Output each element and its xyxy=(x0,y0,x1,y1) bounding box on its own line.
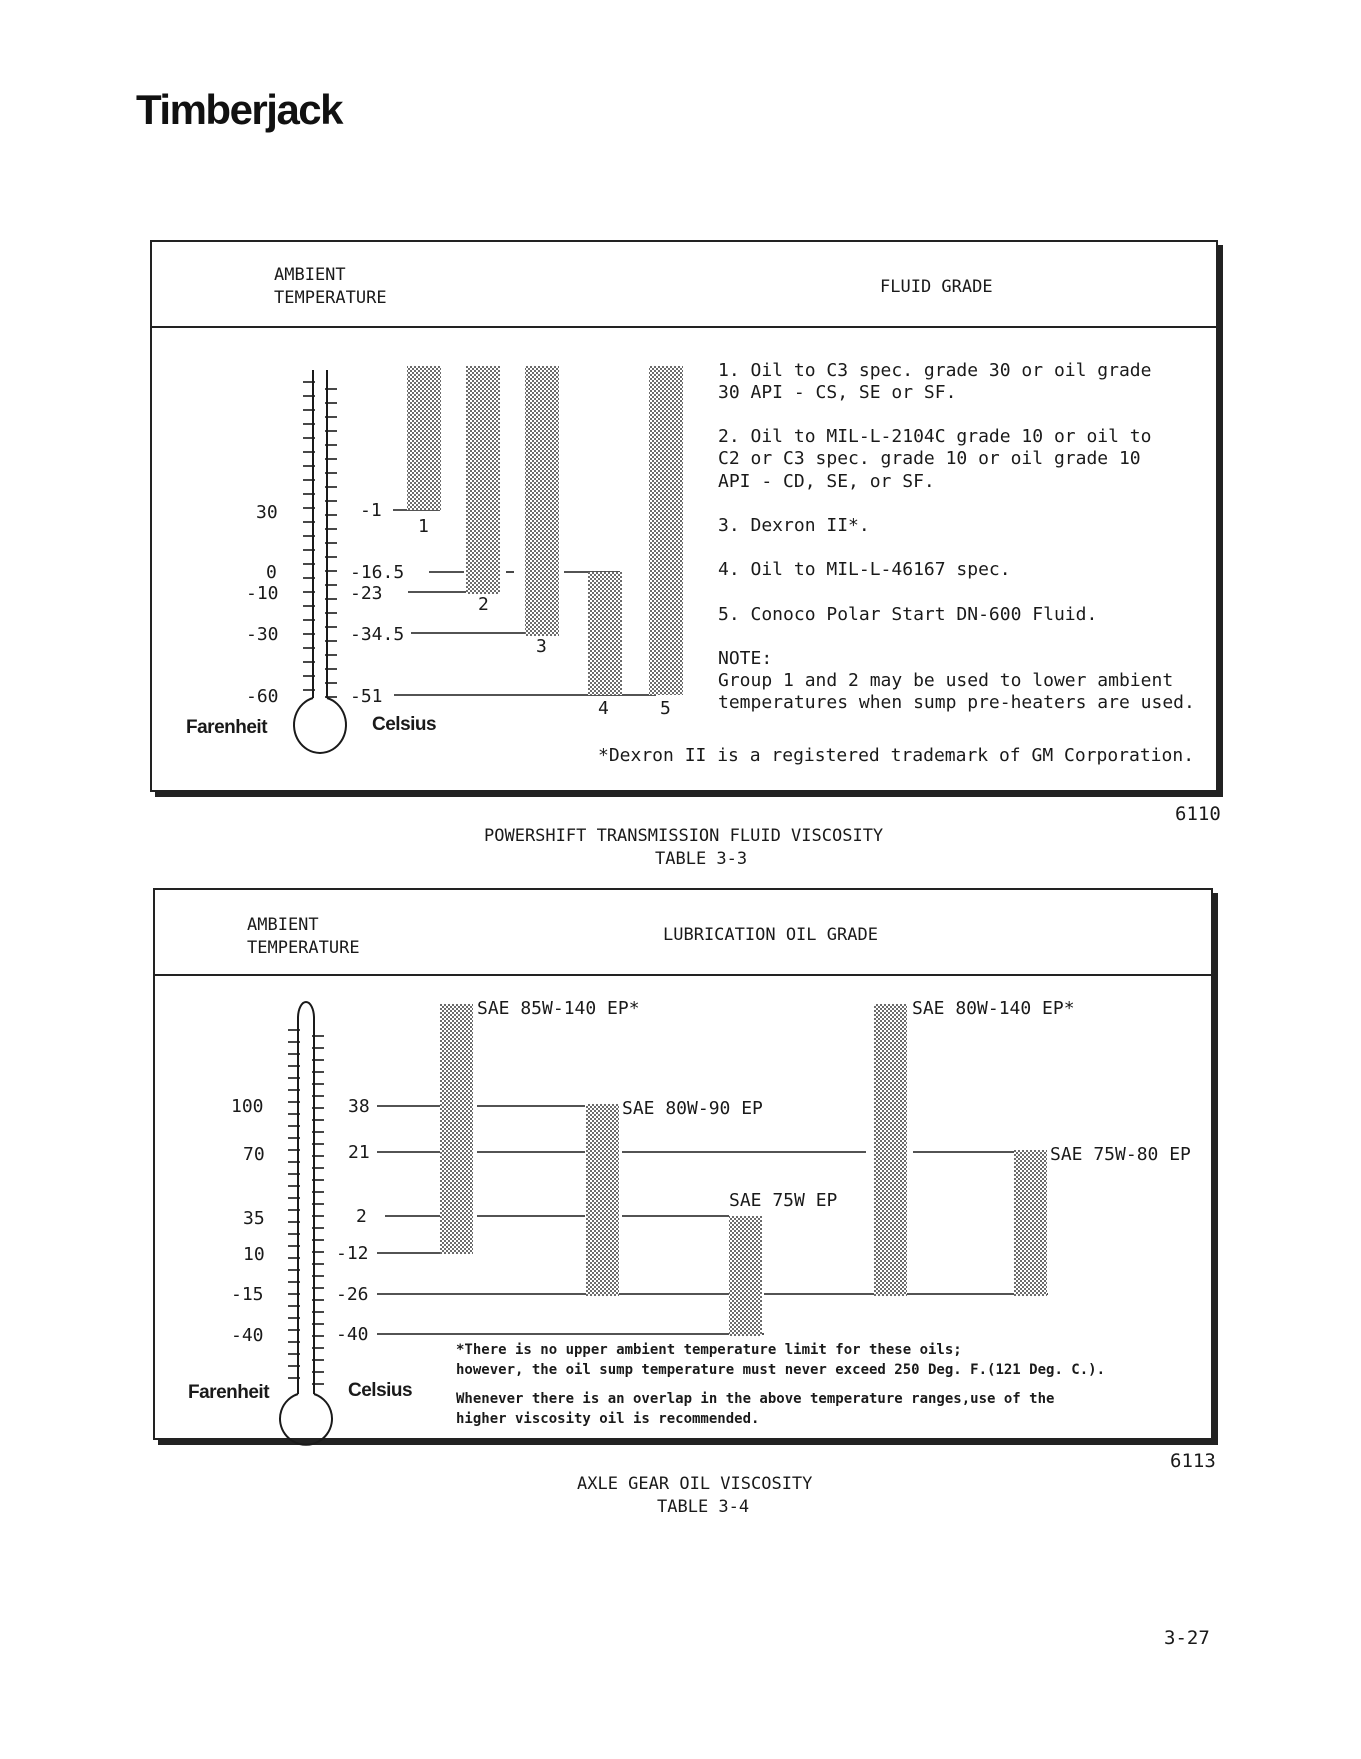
oil-grade-bar-85w-140 xyxy=(440,1004,473,1254)
oil-grade-label-80w-90: SAE 80W-90 EP xyxy=(622,1098,763,1119)
table-3-3-caption-number: TABLE 3-3 xyxy=(655,849,748,869)
bar-number-1: 1 xyxy=(418,516,429,537)
note-line-1: Group 1 and 2 may be used to lower ambient xyxy=(718,670,1174,691)
table-3-3-farenheit-label: Farenheit xyxy=(186,717,268,738)
oil-grade-bar-80w-140 xyxy=(874,1004,907,1296)
fahrenheit-tick-minus-40: -40 xyxy=(231,1325,264,1346)
oil-grade-label-75w-80: SAE 75W-80 EP xyxy=(1050,1144,1191,1165)
celsius-tick-minus-1: -1 xyxy=(360,500,382,521)
celsius-tick-minus-12: -12 xyxy=(336,1243,369,1264)
footnote-line-3: Whenever there is an overlap in the above temperature ranges,use of the xyxy=(456,1391,1055,1407)
celsius-tick-minus-34-5: -34.5 xyxy=(350,624,405,645)
note-line-2: temperatures when sump pre-heaters are used. xyxy=(718,692,1195,713)
table-3-3-caption-title: POWERSHIFT TRANSMISSION FLUID VISCOSITY xyxy=(484,826,884,846)
fahrenheit-tick-10: 10 xyxy=(243,1244,265,1265)
celsius-tick-21: 21 xyxy=(348,1142,370,1163)
fahrenheit-tick-0: 0 xyxy=(266,562,277,583)
grade-line-7: 4. Oil to MIL-L-46167 spec. xyxy=(718,559,1011,580)
fahrenheit-tick-minus-30: -30 xyxy=(246,624,279,645)
figure-number-6113: 6113 xyxy=(1170,1450,1216,1472)
header-fluid-grade: FLUID GRADE xyxy=(880,277,993,297)
celsius-tick-minus-26: -26 xyxy=(336,1284,369,1305)
header-ambient-temperature: AMBIENT TEMPERATURE xyxy=(274,265,387,308)
oil-grade-label-75w: SAE 75W EP xyxy=(729,1190,838,1211)
header-lubrication-oil-grade: LUBRICATION OIL GRADE xyxy=(663,925,878,945)
table-3-4-leader-lines xyxy=(377,1106,1048,1334)
footnote-line-4: higher viscosity oil is recommended. xyxy=(456,1411,760,1427)
table-3-4-celsius-label: Celsius xyxy=(348,1380,413,1401)
bar-number-5: 5 xyxy=(660,698,671,719)
trademark-note: *Dexron II is a registered trademark of GM Corporation. xyxy=(598,745,1195,766)
table-3-4-caption-title: AXLE GEAR OIL VISCOSITY xyxy=(577,1474,813,1494)
celsius-tick-minus-16-5: -16.5 xyxy=(350,562,405,583)
celsius-tick-38: 38 xyxy=(348,1096,370,1117)
fahrenheit-tick-minus-15: -15 xyxy=(231,1284,264,1305)
grade-line-4: C2 or C3 spec. grade 10 or oil grade 10 xyxy=(718,448,1141,469)
footnote-line-2: however, the oil sump temperature must never exceed 250 Deg. F.(121 Deg. C.). xyxy=(456,1362,1106,1378)
figure-number-6110: 6110 xyxy=(1175,803,1221,825)
grade-line-3: 2. Oil to MIL-L-2104C grade 10 or oil to xyxy=(718,426,1152,447)
fahrenheit-tick-minus-10: -10 xyxy=(246,583,279,604)
celsius-tick-2: 2 xyxy=(356,1206,367,1227)
grade-line-5: API - CD, SE, or SF. xyxy=(718,471,935,492)
thermometer-2-icon xyxy=(280,1002,332,1445)
note-title: NOTE: xyxy=(718,648,773,669)
grade-line-1: 1. Oil to C3 spec. grade 30 or oil grade xyxy=(718,360,1152,381)
fahrenheit-tick-35: 35 xyxy=(243,1208,265,1229)
grade-line-8: 5. Conoco Polar Start DN-600 Fluid. xyxy=(718,604,1098,625)
oil-grade-label-85w-140: SAE 85W-140 EP* xyxy=(477,998,640,1019)
bar-number-3: 3 xyxy=(536,636,547,657)
table-3-3-celsius-label: Celsius xyxy=(372,714,437,735)
thermometer-2-ticks xyxy=(288,1030,324,1384)
fahrenheit-tick-minus-60: -60 xyxy=(246,686,279,707)
celsius-tick-minus-23: -23 xyxy=(350,583,383,604)
bar-number-2: 2 xyxy=(478,594,489,615)
bar-number-4: 4 xyxy=(598,698,609,719)
table-3-4-caption-number: TABLE 3-4 xyxy=(657,1497,750,1517)
oil-grade-label-80w-140: SAE 80W-140 EP* xyxy=(912,998,1075,1019)
fahrenheit-tick-100: 100 xyxy=(231,1096,264,1117)
oil-grade-bar-75w-80 xyxy=(1014,1150,1047,1296)
oil-grade-bar-80w-90 xyxy=(586,1104,619,1296)
page-number: 3-27 xyxy=(1164,1627,1210,1649)
grade-line-2: 30 API - CS, SE or SF. xyxy=(718,382,957,403)
celsius-tick-minus-40: -40 xyxy=(336,1324,369,1345)
celsius-tick-minus-51: -51 xyxy=(350,686,383,707)
brand-logo: Timberjack xyxy=(136,86,343,133)
footnote-line-1: *There is no upper ambient temperature limit for these oils; xyxy=(456,1342,962,1358)
fahrenheit-tick-30: 30 xyxy=(256,502,278,523)
header-ambient-temperature: AMBIENT TEMPERATURE xyxy=(247,915,360,958)
table-3-4-farenheit-label: Farenheit xyxy=(188,1382,270,1403)
oil-grade-bar-75w xyxy=(729,1216,762,1336)
fahrenheit-tick-70: 70 xyxy=(243,1144,265,1165)
grade-line-6: 3. Dexron II*. xyxy=(718,515,870,536)
